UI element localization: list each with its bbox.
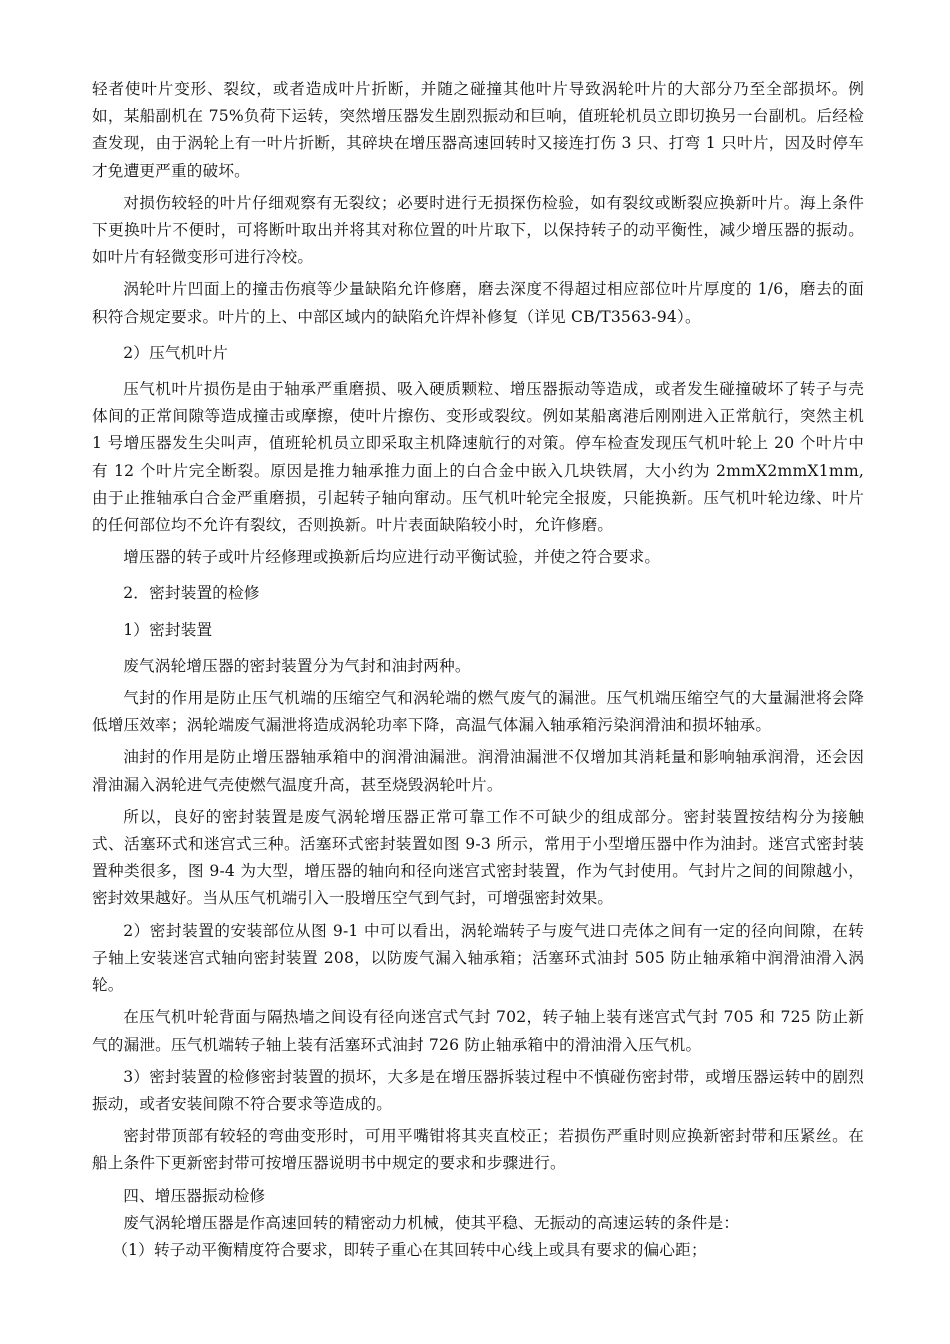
subheading-compressor-blades: 2）压气机叶片 xyxy=(123,343,229,362)
heading-seal-maintenance: 2．密封装置的检修 xyxy=(123,584,260,603)
paragraph-compressor-seals: 在压气机叶轮背面与隔热墙之间设有径向迷宫式气封 702，转子轴上装有迷宫式气封 705 和 725 防止新气的漏泄。压气机端转子轴上装有活塞环式油封 726 防止轴承箱中的滑油滑入压气机。 xyxy=(92,1008,864,1054)
paragraph-seal-location: 2）密封装置的安装部位从图 9-1 中可以看出，涡轮端转子与废气进口壳体之间有一定的径向间隙，在转子轴上安装迷宫式轴向密封装置 208，以防废气漏入轴承箱；活塞环式油封 505 防止轴承箱中润滑油滑入涡轮。 xyxy=(92,921,864,995)
paragraph-dynamic-balance: 增压器的转子或叶片经修理或换新后均应进行动平衡试验，并使之符合要求。 xyxy=(123,548,661,567)
paragraph-seal-strip: 密封带顶部有较轻的弯曲变形时，可用平嘴钳将其夹直校正；若损伤严重时则应换新密封带和压紧丝。在船上条件下更新密封带可按增压器说明书中规定的要求和步骤进行。 xyxy=(92,1127,864,1173)
paragraph-oil-seal: 油封的作用是防止增压器轴承箱中的润滑油漏泄。润滑油漏泄不仅增加其消耗量和影响轴承润滑，还会因滑油漏入涡轮进气壳使燃气温度升高，甚至烧毁涡轮叶片。 xyxy=(92,748,864,794)
paragraph-compressor-blade-damage: 压气机叶片损伤是由于轴承严重磨损、吸入硬质颗粒、增压器振动等造成，或者发生碰撞破坏了转子与壳体间的正常间隙等造成撞击或摩擦，使叶片擦伤、变形或裂纹。例如某船离港后刚刚进入正常航行，突然主机 1 号增压器发生尖叫声，值班轮机员立即采取主机降速航行的对策。停车检查发现压气机叶轮上 20 个叶片中有 12 个叶片完全断裂。原因是推力轴承推力面上的白合金中嵌入几块铁屑，大小约为 2mmX2mmX1mm, 由于止推轴承白合金严重磨损，引起转子轴向窜动。压气机叶轮完全报废，只能换新。压气机叶轮边缘、叶片的任何部位均不允许有裂纹，否则换新。叶片表面缺陷较小时，允许修磨。 xyxy=(92,380,864,535)
paragraph-vibration-conditions: 废气涡轮增压器是作高速回转的精密动力机械，使其平稳、无振动的高速运转的条件是： xyxy=(123,1213,740,1232)
list-item-condition-1: （1）转子动平衡精度符合要求，即转子重心在其回转中心线上或具有要求的偏心距； xyxy=(112,1240,707,1259)
paragraph-seal-types: 废气涡轮增压器的密封装置分为气封和油封两种。 xyxy=(123,656,471,675)
paragraph-blade-grinding: 涡轮叶片凹面上的撞击伤痕等少量缺陷允许修磨，磨去深度不得超过相应部位叶片厚度的 1/6，磨去的面积符合规定要求。叶片的上、中部区域内的缺陷允许焊补修复（详见 CB/T3563-94）。 xyxy=(92,280,864,326)
paragraph-blade-breakage: 轻者使叶片变形、裂纹，或者造成叶片折断，并随之碰撞其他叶片导致涡轮叶片的大部分乃至全部损坏。例如，某船副机在 75%负荷下运转，突然增压器发生剧烈振动和巨响，值班轮机员立即切换另一台副机。后经检查发现，由于涡轮上有一叶片折断，其碎块在增压器高速回转时又接连打伤 3 只、打弯 1 只叶片，因及时停车才免遭更严重的破坏。 xyxy=(92,80,864,180)
paragraph-blade-inspection: 对损伤较轻的叶片仔细观察有无裂纹；必要时进行无损探伤检验，如有裂纹或断裂应换新叶片。海上条件下更换叶片不便时，可将断叶取出并将其对称位置的叶片取下，以保持转子的动平衡性，减少增压器的振动。如叶片有轻微变形可进行冷校。 xyxy=(92,193,864,267)
paragraph-gas-seal: 气封的作用是防止压气机端的压缩空气和涡轮端的燃气废气的漏泄。压气机端压缩空气的大量漏泄将会降低增压效率；涡轮端废气漏泄将造成涡轮功率下降，高温气体漏入轴承箱污染润滑油和损坏轴承。 xyxy=(92,689,864,735)
heading-vibration-repair: 四、增压器振动检修 xyxy=(123,1186,266,1205)
paragraph-seal-repair: 3）密封装置的检修密封装置的损坏，大多是在增压器拆装过程中不慎碰伤密封带，或增压器运转中的剧烈振动，或者安装间隙不符合要求等造成的。 xyxy=(92,1067,864,1113)
subheading-seal-device: 1）密封装置 xyxy=(123,620,213,639)
paragraph-seal-structure: 所以，良好的密封装置是废气涡轮增压器正常可靠工作不可缺少的组成部分。密封装置按结构分为接触式、活塞环式和迷宫式三种。活塞环式密封装置如图 9-3 所示，常用于小型增压器中作为油封。迷宫式密封装置种类很多，图 9-4 为大型，增压器的轴向和径向迷宫式密封装置，作为气封使用。气封片之间的间隙越小，密封效果越好。当从压气机端引入一股增压空气到气封，可增强密封效果。 xyxy=(92,807,864,908)
